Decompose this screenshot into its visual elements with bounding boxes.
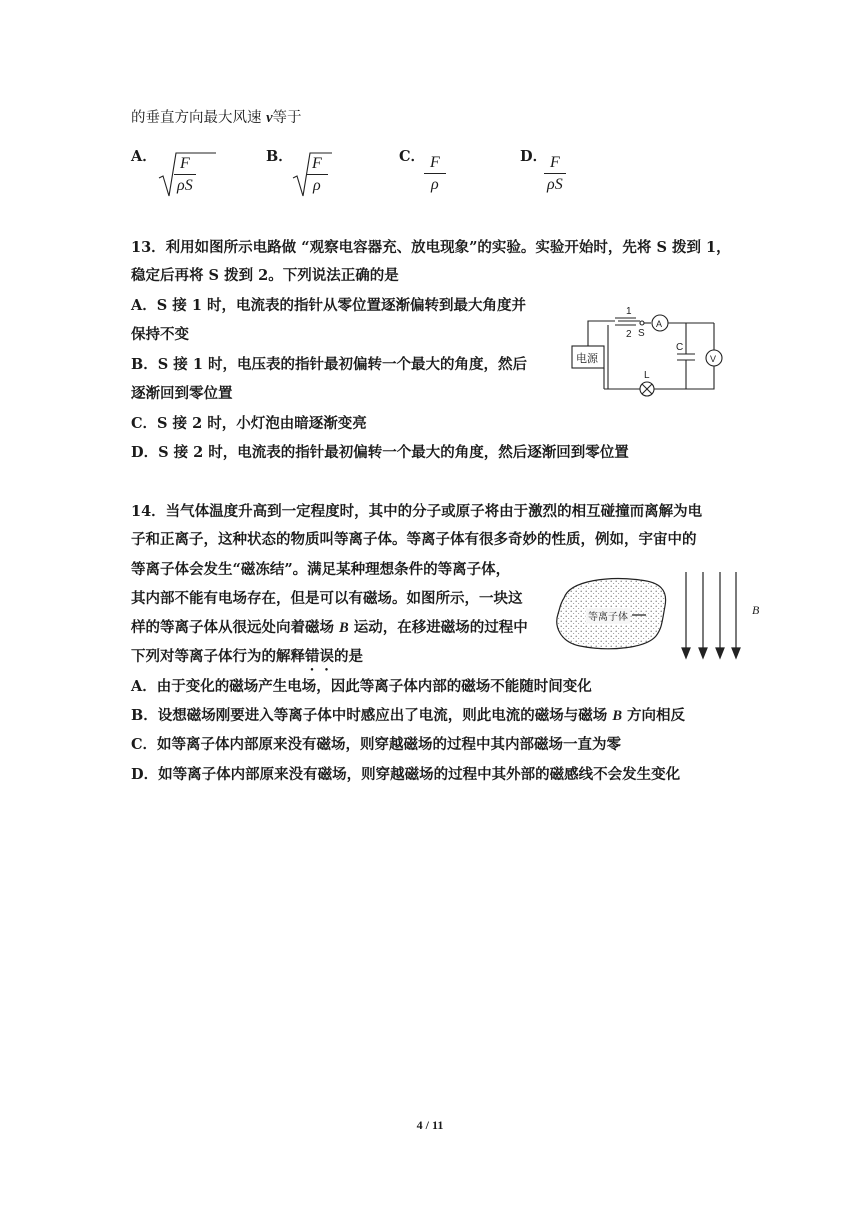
q13-option-b-line-2: 逐渐回到零位置: [131, 385, 233, 402]
q14-option-c: C．如等离子体内部原来没有磁场，则穿越磁场的过程中其内部磁场一直为零: [131, 736, 622, 753]
q12-option-c-formula: $\frac{F}{\rho}$: [424, 153, 446, 196]
voltmeter-label: V: [710, 354, 717, 364]
q12-option-b-label: B．: [266, 148, 293, 165]
q14-option-b: B．设想磁场刚要进入等离子体中时感应出了电流，则此电流的磁场与磁场 B 方向相反: [131, 707, 686, 724]
q14-stem-line-3: 等离子体会发生“磁冻结”。满足某种理想条件的等离子体，: [131, 561, 511, 578]
q13-option-a-line-2: 保持不变: [131, 326, 189, 343]
q12-option-a-formula: $\frac{F}{\rho S}$: [158, 150, 218, 200]
ammeter-label: A: [656, 319, 663, 329]
q12-option-d-formula: $\frac{F}{\rho S}$: [544, 153, 566, 196]
lamp-label: L: [644, 370, 650, 381]
q14-stem-line-4: 其内部不能有电场存在，但是可以有磁场。如图所示，一块这: [131, 590, 523, 607]
q12-option-c-label: C．: [399, 148, 426, 165]
arrowhead-down-icon: [682, 648, 690, 658]
q13-stem-line-1: 13．利用如图所示电路做 “观察电容器充、放电现象”的实验。实验开始时，先将 S 拨到 1，: [131, 239, 731, 256]
circuit-diagram: [568, 300, 738, 398]
q13-option-b-line-1: B．S 接 1 时，电压表的指针最初偏转一个最大的角度，然后: [131, 356, 527, 373]
q13-stem-line-2: 稳定后再将 S 拨到 2。下列说法正确的是: [131, 267, 399, 284]
switch-position-2-label: 2: [626, 329, 632, 340]
q13-option-d: D．S 接 2 时，电流表的指针最初偏转一个最大的角度，然后逐渐回到零位置: [131, 444, 629, 461]
q12-option-d-label: D．: [520, 148, 548, 165]
magnetic-field-label: B: [752, 603, 760, 617]
power-source-label: 电源: [576, 353, 598, 365]
q13-option-c: C．S 接 2 时，小灯泡由暗逐渐变亮: [131, 415, 367, 432]
emphasized-word: 错误: [305, 648, 334, 665]
plasma-label: 等离子体: [588, 612, 628, 623]
q14-option-a: A．由于变化的磁场产生电场，因此等离子体内部的磁场不能随时间变化: [131, 678, 592, 695]
switch-position-1-label: 1: [626, 306, 632, 317]
q14-option-d: D．如等离子体内部原来没有磁场，则穿越磁场的过程中其外部的磁感线不会发生变化: [131, 766, 681, 783]
arrowhead-down-icon: [699, 648, 707, 658]
plasma-field-figure: [550, 570, 770, 670]
switch-pivot: [640, 321, 644, 325]
page-number: 4 / 11: [416, 1118, 444, 1132]
q14-stem-line-2: 子和正离子，这种状态的物质叫等离子体。等离子体有很多奇妙的性质，例如，宇宙中的: [131, 531, 697, 548]
switch-label: S: [638, 328, 645, 339]
q14-stem-line-6: 下列对等离子体行为的解释错误的是: [131, 648, 363, 665]
q12-stem-tail: 的垂直方向最大风速 v等于: [131, 110, 302, 126]
arrowhead-down-icon: [732, 648, 740, 658]
capacitor-label: C: [676, 342, 684, 353]
arrowhead-down-icon: [716, 648, 724, 658]
q14-stem-line-5: 样的等离子体从很远处向着磁场 B 运动，在移进磁场的过程中: [131, 619, 528, 636]
q13-option-a-line-1: A．S 接 1 时，电流表的指针从零位置逐渐偏转到最大角度并: [131, 297, 526, 314]
q14-stem-line-1: 14．当气体温度升高到一定程度时，其中的分子或原子将由于激烈的相互碰撞而离解为电: [131, 503, 703, 520]
q12-option-a-label: A．: [131, 148, 157, 165]
q12-option-b-formula: $\frac{F}{\rho}$: [292, 150, 342, 200]
